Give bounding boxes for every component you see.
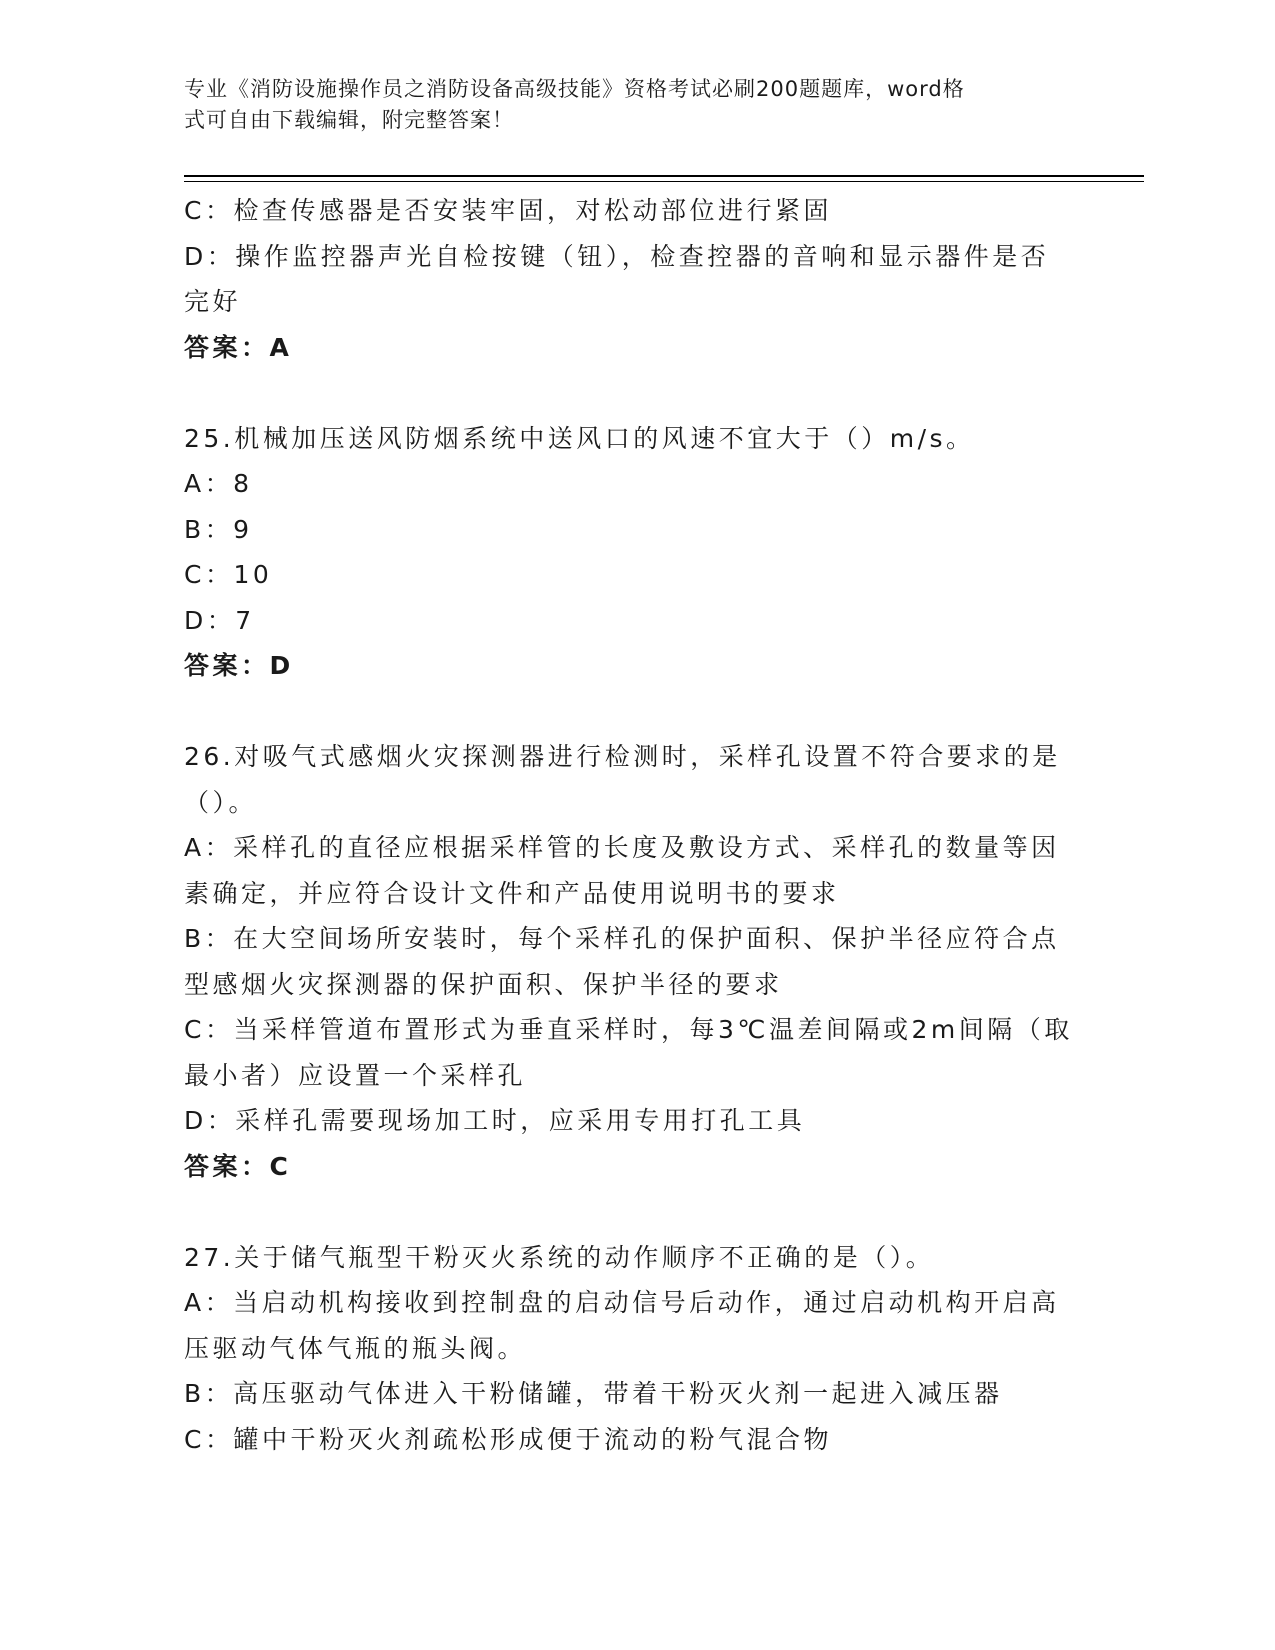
q24-answer: 答案：A	[184, 332, 293, 362]
header-line-1: 专业《消防设施操作员之消防设备高级技能》资格考试必刷200题题库，word格	[184, 77, 965, 101]
q26-option-b-line-2: 型感烟火灾探测器的保护面积、保护半径的要求	[184, 969, 783, 999]
q24-option-d-line-1: D：操作监控器声光自检按键（钮），检查控器的音响和显示器件是否	[184, 241, 1050, 271]
q26-option-d: D：采样孔需要现场加工时，应采用专用打孔工具	[184, 1106, 806, 1135]
header-rule-thick	[184, 175, 1144, 177]
question-24-continued	[184, 188, 1064, 370]
q24-option-d-line-2: 完好	[184, 287, 242, 316]
q27-option-a-line-1: A：当启动机构接收到控制盘的启动信号后动作，通过启动机构开启高	[184, 1288, 1060, 1317]
q26-option-b-line-1: B：在大空间场所安装时，每个采样孔的保护面积、保护半径应符合点	[184, 924, 1060, 953]
question-25	[184, 416, 1064, 689]
header-rule-thin	[184, 181, 1144, 182]
q24-option-c: C：检查传感器是否安装牢固，对松动部位进行紧固	[184, 196, 832, 225]
q25-option-d: D：7	[184, 605, 255, 635]
q26-stem-line-2: （）。	[184, 787, 258, 817]
q25-answer: 答案：D	[184, 651, 294, 680]
q27-option-c: C：罐中干粉灭火剂疏松形成便于流动的粉气混合物	[184, 1424, 832, 1454]
q25-option-b: B：9	[184, 514, 253, 544]
spacer	[184, 689, 1064, 735]
spacer	[184, 370, 1064, 416]
question-27	[184, 1235, 1064, 1463]
q25-option-c: C：10	[184, 560, 273, 589]
q26-option-c-line-2: 最小者）应设置一个采样孔	[184, 1060, 527, 1090]
q26-answer: 答案：C	[184, 1151, 292, 1181]
q25-option-a: A：8	[184, 469, 253, 498]
q26-option-c-line-1: C：当采样管道布置形式为垂直采样时，每3℃温差间隔或2m间隔（取	[184, 1015, 1073, 1044]
question-26	[184, 734, 1073, 1189]
q26-option-a-line-1: A：采样孔的直径应根据采样管的长度及敷设方式、采样孔的数量等因	[184, 833, 1060, 862]
q26-option-a-line-2: 素确定，并应符合设计文件和产品使用说明书的要求	[184, 878, 840, 908]
spacer	[184, 1189, 1064, 1235]
q25-stem: 25.机械加压送风防烟系统中送风口的风速不宜大于（）m/s。	[184, 423, 975, 453]
q26-stem-line-1: 26.对吸气式感烟火灾探测器进行检测时，采样孔设置不符合要求的是	[184, 742, 1061, 771]
header-line-2: 式可自由下载编辑，附完整答案！	[184, 108, 514, 132]
page-header	[184, 74, 1054, 136]
q27-option-b: B：高压驱动气体进入干粉储罐，带着干粉灭火剂一起进入减压器	[184, 1379, 1003, 1408]
q27-option-a-line-2: 压驱动气体气瓶的瓶头阀。	[184, 1333, 527, 1363]
q27-stem: 27.关于储气瓶型干粉灭火系统的动作顺序不正确的是（）。	[184, 1242, 935, 1272]
question-list	[184, 188, 1073, 1462]
